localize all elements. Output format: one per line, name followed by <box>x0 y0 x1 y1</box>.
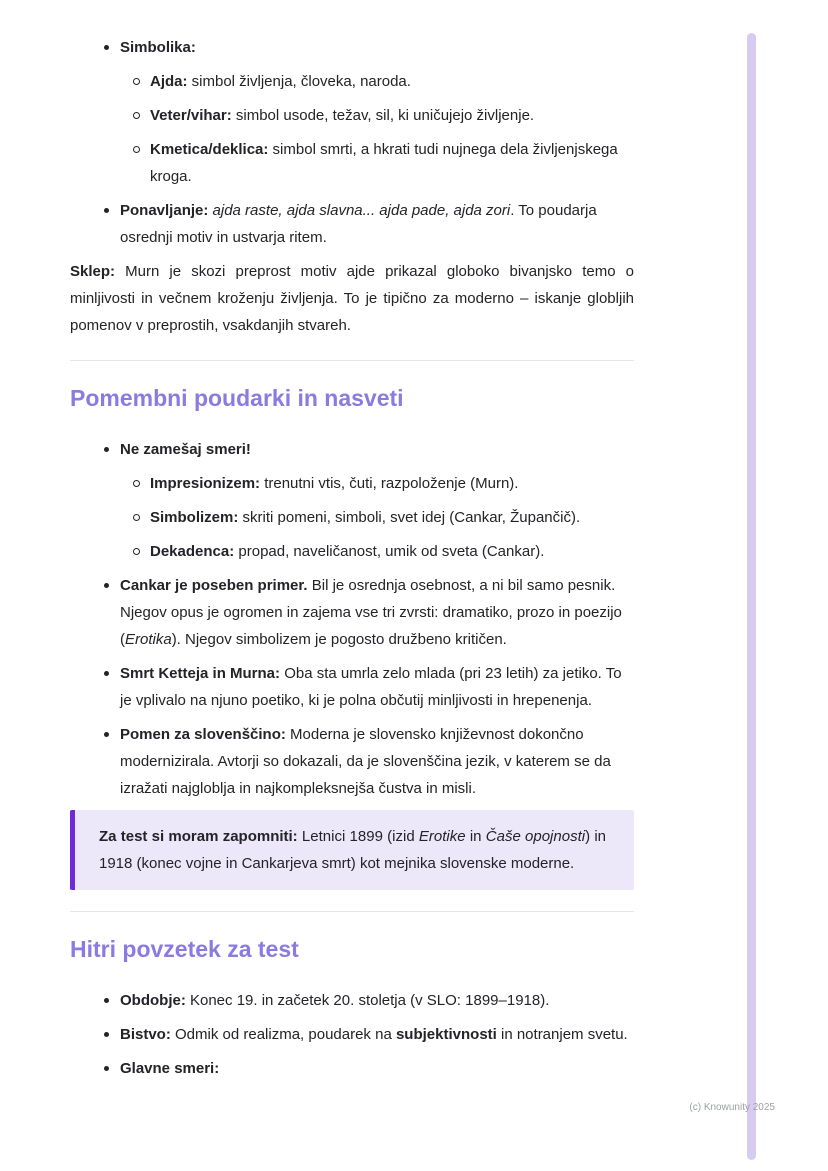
list-item-text <box>150 68 411 95</box>
text-segment: Bistvo: <box>120 1026 171 1043</box>
list-item <box>70 721 634 802</box>
list-item <box>70 1021 634 1048</box>
list-item <box>70 987 634 1014</box>
text-segment: in notranjem svetu. <box>496 1026 628 1043</box>
list-item-text <box>120 572 634 653</box>
bullet-circle-icon <box>133 68 150 95</box>
document-content <box>70 34 634 1089</box>
text-segment: Oba sta umrla zelo mlada (pri 23 letih) za jetiko. To je vplivalo na njuno poetiko, ki je polna občutij minljivosti in hrepenenja. <box>120 665 622 709</box>
list-item-text <box>120 34 196 61</box>
list-item-text <box>120 197 634 251</box>
text-segment: trenutni vtis, čuti, razpoloženje (Murn). <box>260 475 519 492</box>
text-segment: Veter/vihar: <box>150 107 232 124</box>
bullet-circle-icon <box>133 504 150 531</box>
list-item-text <box>120 721 634 802</box>
text-segment: Pomen za slovenščino: <box>120 726 286 743</box>
text-segment: Erotike <box>418 828 466 845</box>
bullet-disc-icon <box>104 721 120 802</box>
text-segment: simbol življenja, človeka, naroda. <box>187 73 411 90</box>
list-item-text <box>120 436 251 463</box>
paragraph <box>70 258 634 339</box>
text-segment: Moderna je slovensko književnost dokončno modernizirala. Avtorji so dokazali, da je slovenščina jezik, v katerem se da izražati najgloblja in najkompleksnejša čustva in misli. <box>120 726 611 797</box>
section-heading: Pomembni poudarki in nasveti <box>70 385 404 411</box>
list-item <box>70 34 634 61</box>
text-segment: simbol smrti, a hkrati tudi nujnega dela življenjskega kroga. <box>150 141 618 185</box>
bullet-disc-icon <box>104 1021 120 1048</box>
callout-text <box>99 823 606 877</box>
list-item-text <box>150 102 534 129</box>
text-segment: Kmetica/deklica: <box>150 141 269 158</box>
bullet-disc-icon <box>104 436 120 463</box>
list-item <box>70 538 634 565</box>
text-segment: Murn je skozi preprost motiv ajde prikazal globoko bivanjsko temo o minljivosti in večnem kroženju življenja. To je tipično za moderno – iskanje globljih pomenov v preprostih, vsakdanjih stvareh. <box>70 263 634 334</box>
bullet-list <box>70 436 634 802</box>
list-item <box>70 197 634 251</box>
list-item-text <box>120 660 634 714</box>
list-item <box>70 470 634 497</box>
list-item <box>70 136 634 190</box>
text-segment: Smrt Ketteja in Murna: <box>120 665 281 682</box>
text-segment: ). Njegov simbolizem je pogosto družbeno kritičen. <box>171 631 507 648</box>
text-segment: Dekadenca: <box>150 543 235 560</box>
text-segment: Ne zamešaj smeri! <box>120 441 251 458</box>
list-item <box>70 504 634 531</box>
bullet-list <box>70 987 634 1082</box>
text-segment: Simbolika: <box>120 39 196 56</box>
text-segment: Obdobje: <box>120 992 186 1009</box>
bullet-circle-icon <box>133 102 150 129</box>
note-callout <box>70 810 634 890</box>
text-segment: simbol usode, težav, sil, ki uničujejo življenje. <box>231 107 535 124</box>
bullet-circle-icon <box>133 136 150 190</box>
bullet-circle-icon <box>133 470 150 497</box>
text-segment: skriti pomeni, simboli, svet idej (Cankar, Župančič). <box>238 509 581 526</box>
text-segment: Čaše opojnosti <box>485 828 586 845</box>
list-item-text <box>150 470 518 497</box>
text-segment: in <box>465 828 486 845</box>
text-segment: Letnici 1899 (izid <box>297 828 419 845</box>
section-divider <box>70 911 634 912</box>
bullet-disc-icon <box>104 987 120 1014</box>
list-item <box>70 102 634 129</box>
bullet-disc-icon <box>104 34 120 61</box>
text-segment: Za test si moram zapomniti: <box>99 828 298 845</box>
text-segment: Erotika <box>125 631 172 648</box>
text-segment: ) in 1918 (konec vojne in Cankarjeva smrt) kot mejnika slovenske moderne. <box>99 828 606 872</box>
scrollbar[interactable] <box>747 33 756 1160</box>
list-item <box>70 68 634 95</box>
bullet-disc-icon <box>104 1055 120 1082</box>
text-segment: Odmik od realizma, poudarek na <box>170 1026 396 1043</box>
text-segment: Konec 19. in začetek 20. stoletja (v SLO: 1899–1918). <box>185 992 550 1009</box>
text-segment: Glavne smeri: <box>120 1060 220 1077</box>
section-divider <box>70 360 634 361</box>
list-item <box>70 1055 634 1082</box>
text-segment: Ajda: <box>150 73 188 90</box>
text-segment: Sklep: <box>70 263 116 280</box>
list-item-text <box>120 1021 628 1048</box>
list-item-text <box>120 1055 219 1082</box>
bullet-circle-icon <box>133 538 150 565</box>
bullet-disc-icon <box>104 660 120 714</box>
list-item <box>70 660 634 714</box>
text-segment: subjektivnosti <box>395 1026 497 1043</box>
list-item-text <box>120 987 549 1014</box>
text-segment: . To poudarja osrednji motiv in ustvarja ritem. <box>120 202 597 246</box>
footer-credit: (c) Knowunity 2025 <box>689 1102 775 1113</box>
bullet-disc-icon <box>104 572 120 653</box>
text-segment: Bil je osrednja osebnost, a ni bil samo pesnik. Njegov opus je ogromen in zajema vse tri zvrsti: dramatiko, prozo in poezijo ( <box>120 577 622 648</box>
bullet-disc-icon <box>104 197 120 251</box>
list-item <box>70 572 634 653</box>
text-segment: Cankar je poseben primer. <box>120 577 308 594</box>
list-item <box>70 436 634 463</box>
text-segment: propad, naveličanost, umik od sveta (Cankar). <box>234 543 545 560</box>
text-segment: Impresionizem: <box>150 475 261 492</box>
text-segment: ajda raste, ajda slavna... ajda pade, ajda zori <box>212 202 511 219</box>
list-item-text <box>150 504 580 531</box>
text-segment: Ponavljanje: <box>120 202 209 219</box>
section-heading: Hitri povzetek za test <box>70 936 299 962</box>
text-segment: Simbolizem: <box>150 509 239 526</box>
list-item-text <box>150 538 544 565</box>
bullet-list <box>70 34 634 251</box>
list-item-text <box>150 136 634 190</box>
